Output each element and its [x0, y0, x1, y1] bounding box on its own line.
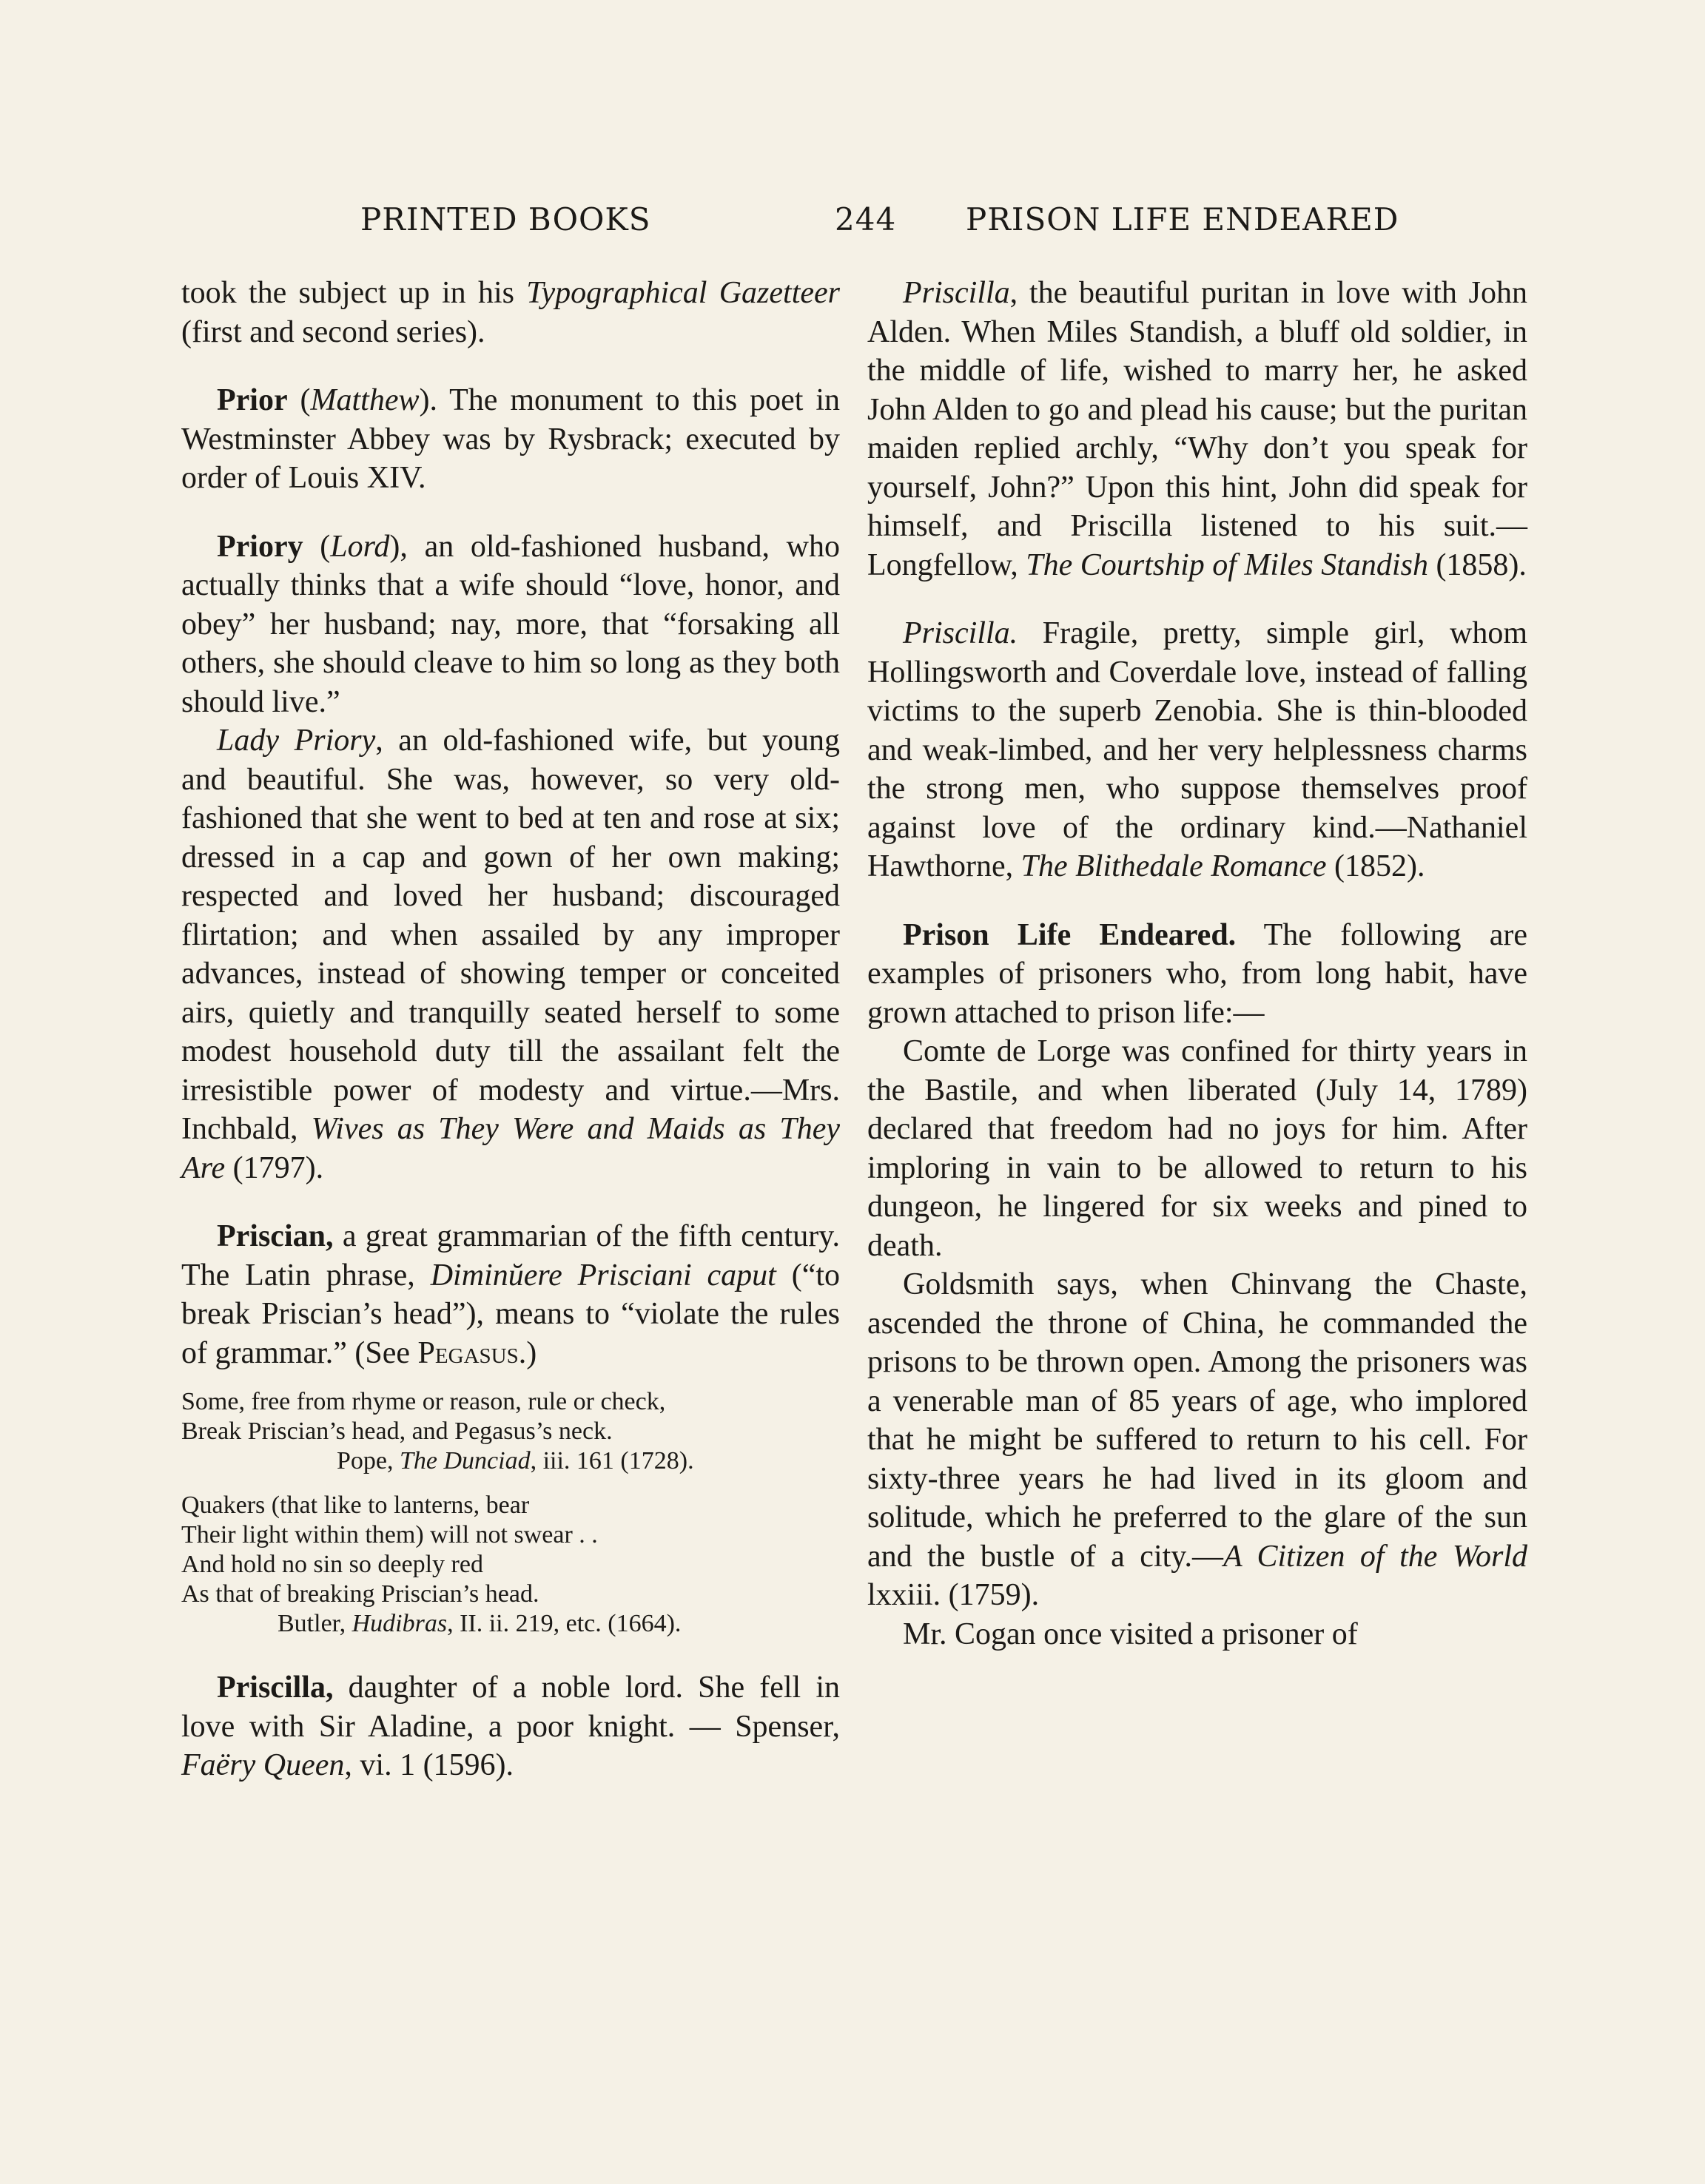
header-right: PRISON LIFE ENDEARED — [966, 201, 1399, 237]
entry-priscian: Priscian, a great grammarian of the fifth century. The Latin phrase, Diminŭere Prisciani caput (“to break Priscian’s head”), means to “violate the rules of grammar.” (See Pegasus.) — [181, 1219, 841, 1370]
page-number: 244 — [835, 201, 897, 237]
entry-headword: Priscian, — [217, 1219, 334, 1253]
entry-priscilla-hawthorne: Priscilla. Fragile, pretty, simple girl, whom Hollingsworth and Coverdale love, instead of falling victims to the superb Zenobia. She is thin-blooded and weak-limbed, and her very helplessness charms the strong men, who suppose themselves proof against love of the ordinary kind.—Nathaniel Hawthorne, The Blithedale Romance (1852). — [867, 616, 1527, 883]
entry-headword: Priscilla, — [217, 1671, 334, 1705]
entry-headword: Priory — [217, 529, 303, 564]
entry-headword: Prison Life Endeared. — [903, 917, 1237, 952]
entry-prison-life-endeared: Prison Life Endeared. The following are examples of prisoners who, from long habit, have grown attached to prison life:— — [867, 917, 1527, 1030]
paragraph-comte-de-lorge: Comte de Lorge was confined for thirty years in the Bastile, and when liberated (July 14, 1789) declared that freedom had no joys for him. After imploring in vain to be allowed to return to his dungeon, he lingered for six weeks and pined to death. — [867, 1034, 1527, 1263]
entry-prior: Prior (Matthew). The monument to this poet in Westminster Abbey was by Rysbrack; executed by order of Louis XIV. — [181, 383, 840, 495]
entry-priscilla-spenser: Priscilla, daughter of a noble lord. She fell in love with Sir Aladine, a poor knight. — Spenser, Faëry Queen, vi. 1 (1596). — [181, 1671, 840, 1782]
verse-quote-pope: Some, free from rhyme or reason, rule or check, Break Priscian’s head, and Pegasus’s neck. Pope, The Dunciad, iii. 161 (1728). — [181, 1388, 694, 1474]
entry-lady-priory: Lady Priory, an old-fashioned wife, but young and beautiful. She was, however, so very old-fashioned that she went to bed at ten and rose at six; dressed in a cap and gown of her own making; respected and loved her husband; discouraged flirtation; and when assailed by any improper advances, instead of showing temper or conceited airs, quietly and tranquilly seated herself to some modest household duty till the assailant felt the irresistible power of modesty and virtue.—Mrs. Inchbald, Wives as They Were and Maids as They Are (1797). — [181, 724, 840, 1185]
header-left: PRINTED BOOKS — [360, 201, 651, 237]
entry-priscilla-longfellow: Priscilla, the beautiful puritan in love with John Alden. When Miles Standish, a bluff old soldier, in the middle of life, wished to marry her, he asked John Alden to go and plead his cause; but the puritan maiden replied archly, “Why don’t you speak for yourself, John?” Upon this hint, John did speak for himself, and Priscilla listened to his suit.—Longfellow, The Courtship of Miles Standish (1858). — [867, 276, 1527, 582]
entry-headword: Prior — [217, 383, 288, 417]
entry-priory: Priory (Lord), an old-fashioned husband, who actually thinks that a wife should “love, honor, and obey” her husband; nay, more, that “forsaking all others, she should cleave to him so long as they both should live.” — [181, 529, 840, 719]
paragraph-cogan: Mr. Cogan once visited a prisoner of — [903, 1617, 1358, 1651]
left-column — [181, 274, 840, 1785]
paragraph-goldsmith: Goldsmith says, when Chinvang the Chaste, ascended the throne of China, he commanded the prisons to be thrown open. Among the prisoners was a venerable man of 85 years of age, who implored that he might be suffered to return to his cell. For sixty-three years he had lived in its gloom and solitude, which he preferred to the glare of the sun and the bustle of a city.—A Citizen of the World lxxiii. (1759). — [867, 1267, 1528, 1612]
running-header — [0, 201, 1705, 246]
verse-quote-butler: Quakers (that like to lanterns, bear Their light within them) will not swear . . And hold no sin so deeply red As that of breaking Priscian’s head. Butler, Hudibras, II. ii. 219, etc. (1664). — [181, 1492, 682, 1637]
continued-paragraph: took the subject up in his Typographical Gazetteer (first and second series). — [181, 276, 840, 349]
right-column — [867, 274, 1527, 1654]
